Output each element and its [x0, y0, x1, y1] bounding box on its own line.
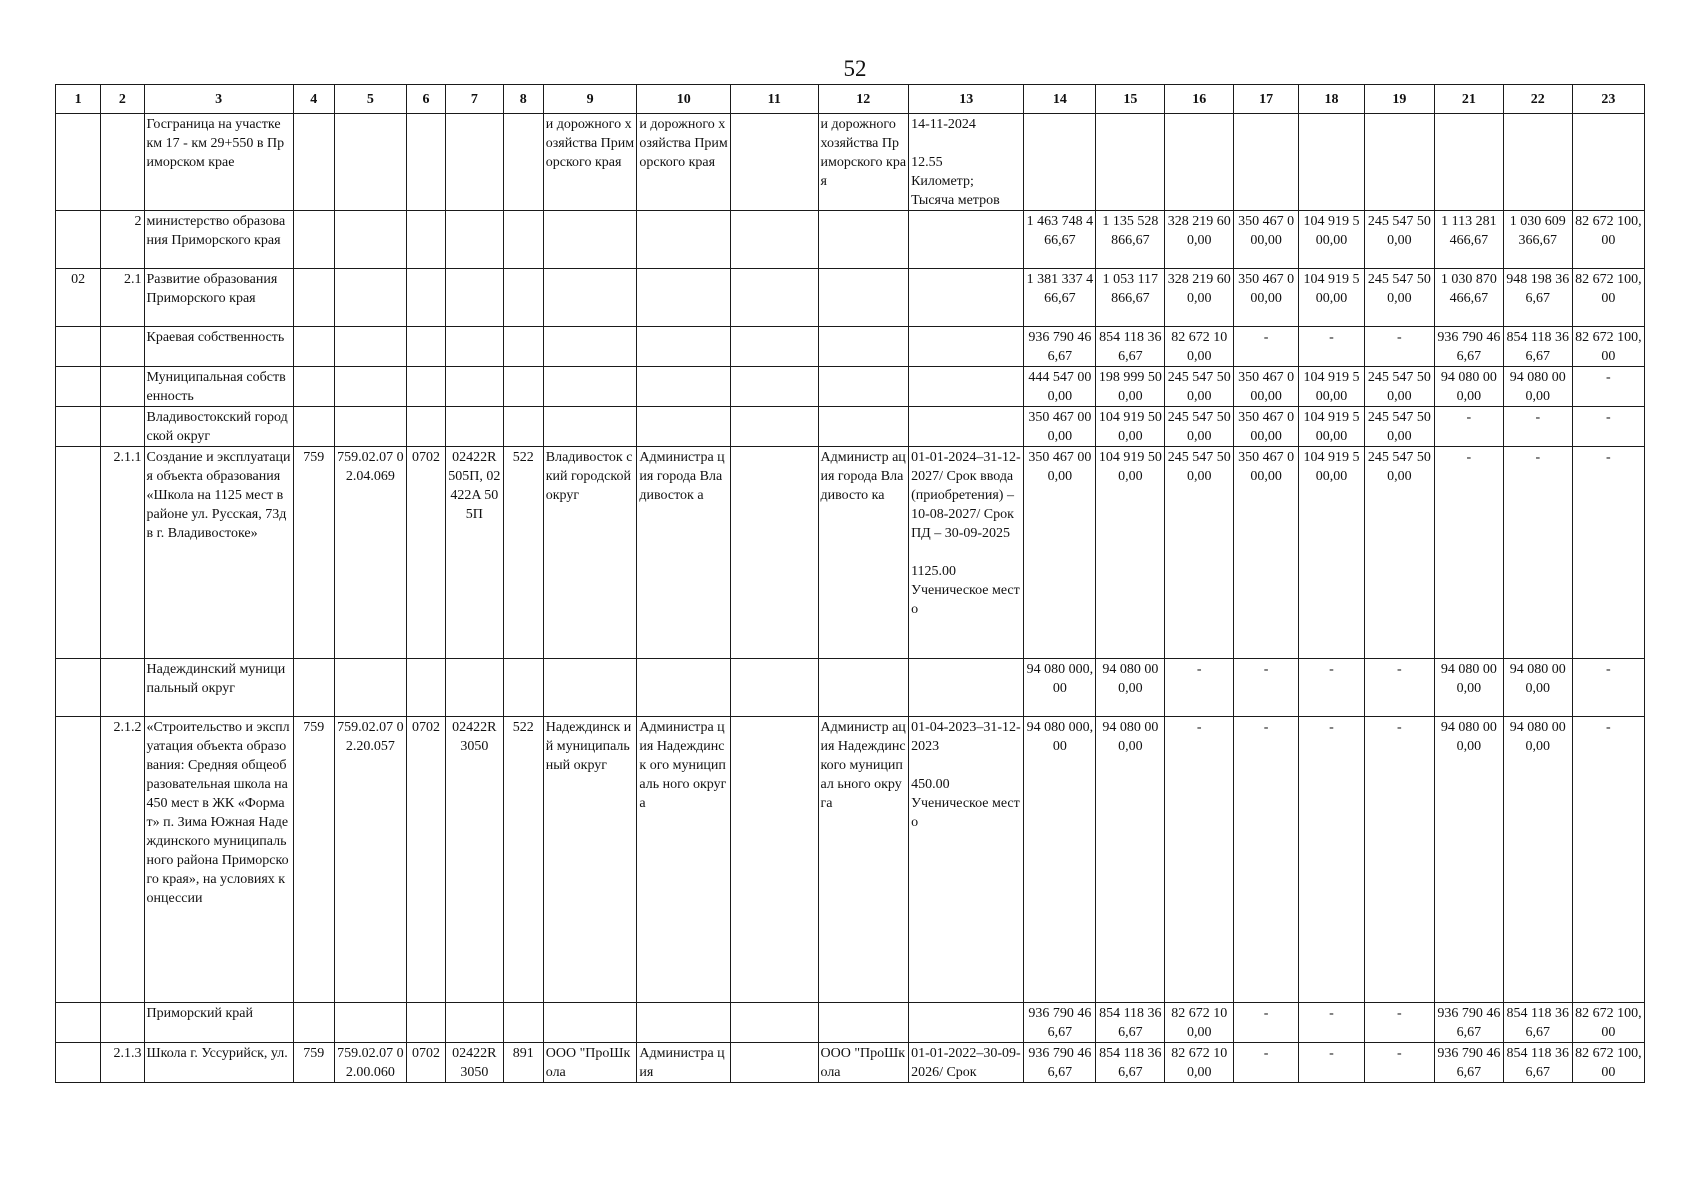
table-cell: [818, 407, 909, 447]
table-cell: 948 198 366,67: [1503, 269, 1572, 327]
table-cell: [731, 659, 818, 717]
table-cell: 522: [503, 447, 543, 659]
table-cell: 01-04-2023–31-12-2023 450.00 Ученическое место: [909, 717, 1024, 1003]
table-cell: -: [1434, 407, 1503, 447]
table-cell: [731, 1043, 818, 1083]
table-cell: [1434, 114, 1503, 211]
table-cell: [101, 407, 144, 447]
table-cell: -: [1165, 659, 1234, 717]
table-cell: [1572, 114, 1644, 211]
budget-table: [55, 84, 1645, 1083]
table-cell: [909, 367, 1024, 407]
table-cell: [56, 114, 101, 211]
table-cell: [503, 211, 543, 269]
table-cell: [56, 211, 101, 269]
table-cell: 936 790 466,67: [1024, 327, 1096, 367]
table-cell: -: [1234, 659, 1299, 717]
table-cell: 104 919 500,00: [1096, 407, 1165, 447]
table-cell: -: [1234, 327, 1299, 367]
table-cell: [293, 659, 334, 717]
table-cell: 350 467 000,00: [1234, 447, 1299, 659]
table-cell: Владивосток ский городской округ: [543, 447, 637, 659]
table-cell: 522: [503, 717, 543, 1003]
table-cell: -: [1299, 1003, 1365, 1043]
column-header: 17: [1234, 85, 1299, 114]
table-cell: [56, 717, 101, 1003]
table-cell: [293, 211, 334, 269]
column-header: 5: [334, 85, 406, 114]
table-cell: 759.02.07 02.00.060: [334, 1043, 406, 1083]
table-cell: -: [1364, 1003, 1434, 1043]
table-cell: 104 919 500,00: [1299, 447, 1365, 659]
table-cell: «Строительство и эксплуатация объекта образования: Средняя общеобразовательная школа на 450 мест в ЖК «Формат» п. Зима Южная Надеждинского муниципального района Приморского края», на условиях концессии: [144, 717, 293, 1003]
table-cell: 350 467 000,00: [1234, 211, 1299, 269]
table-cell: [818, 659, 909, 717]
table-cell: [909, 1003, 1024, 1043]
column-header: 14: [1024, 85, 1096, 114]
table-cell: [56, 327, 101, 367]
table-cell: [293, 327, 334, 367]
table-cell: -: [1572, 447, 1644, 659]
table-cell: [637, 367, 731, 407]
table-cell: 82 672 100,00: [1165, 327, 1234, 367]
table-cell: 104 919 500,00: [1299, 367, 1365, 407]
table-cell: ООО "ПроШкола: [818, 1043, 909, 1083]
table-cell: -: [1364, 327, 1434, 367]
table-cell: [543, 367, 637, 407]
table-cell: [731, 407, 818, 447]
table-cell: [101, 1003, 144, 1043]
table-cell: Краевая собственность: [144, 327, 293, 367]
table-cell: -: [1234, 1043, 1299, 1083]
table-cell: [1234, 114, 1299, 211]
column-header: 9: [543, 85, 637, 114]
table-cell: [446, 659, 504, 717]
table-cell: 444 547 000,00: [1024, 367, 1096, 407]
table-cell: Надеждинск ий муниципаль ный округ: [543, 717, 637, 1003]
table-cell: Приморский край: [144, 1003, 293, 1043]
table-cell: 82 672 100,00: [1572, 269, 1644, 327]
table-cell: 198 999 500,00: [1096, 367, 1165, 407]
table-cell: [503, 407, 543, 447]
column-header: 3: [144, 85, 293, 114]
table-cell: [1364, 114, 1434, 211]
table-cell: [334, 407, 406, 447]
table-cell: -: [1572, 717, 1644, 1003]
table-cell: 02422R 3050: [446, 1043, 504, 1083]
table-cell: 328 219 600,00: [1165, 211, 1234, 269]
table-cell: 350 467 000,00: [1234, 367, 1299, 407]
table-cell: 350 467 000,00: [1024, 447, 1096, 659]
table-cell: [446, 327, 504, 367]
table-cell: -: [1434, 447, 1503, 659]
table-cell: 104 919 500,00: [1096, 447, 1165, 659]
table-cell: [406, 269, 445, 327]
table-cell: 94 080 000,00: [1503, 659, 1572, 717]
table-cell: Школа г. Уссурийск, ул.: [144, 1043, 293, 1083]
table-cell: -: [1234, 1003, 1299, 1043]
table-cell: ООО "ПроШкола: [543, 1043, 637, 1083]
table-cell: 2.1.2: [101, 717, 144, 1003]
table-cell: [543, 327, 637, 367]
table-cell: 936 790 466,67: [1024, 1003, 1096, 1043]
table-cell: [503, 367, 543, 407]
table-cell: [334, 659, 406, 717]
table-cell: [731, 367, 818, 407]
table-row: [56, 1043, 1645, 1083]
table-cell: -: [1299, 1043, 1365, 1083]
table-cell: [56, 659, 101, 717]
table-cell: [543, 1003, 637, 1043]
table-cell: [503, 327, 543, 367]
table-cell: [503, 1003, 543, 1043]
table-cell: [406, 211, 445, 269]
table-cell: [543, 659, 637, 717]
table-cell: [909, 407, 1024, 447]
table-cell: [406, 659, 445, 717]
table-cell: [334, 114, 406, 211]
table-cell: [446, 367, 504, 407]
table-cell: [1096, 114, 1165, 211]
table-cell: 82 672 100,00: [1572, 1003, 1644, 1043]
table-row: [56, 407, 1645, 447]
table-cell: [406, 407, 445, 447]
table-cell: 104 919 500,00: [1299, 269, 1365, 327]
table-cell: и дорожного хозяйства Приморского края: [543, 114, 637, 211]
table-cell: 0702: [406, 1043, 445, 1083]
table-cell: 245 547 500,00: [1165, 367, 1234, 407]
column-header: 8: [503, 85, 543, 114]
table-cell: 854 118 366,67: [1503, 1003, 1572, 1043]
table-cell: -: [1364, 1043, 1434, 1083]
table-cell: 936 790 466,67: [1434, 327, 1503, 367]
table-cell: 245 547 500,00: [1165, 407, 1234, 447]
table-cell: -: [1572, 367, 1644, 407]
table-cell: -: [1165, 717, 1234, 1003]
table-cell: 350 467 000,00: [1234, 269, 1299, 327]
table-cell: 854 118 366,67: [1096, 327, 1165, 367]
table-cell: [503, 269, 543, 327]
table-cell: [731, 114, 818, 211]
column-header: 23: [1572, 85, 1644, 114]
column-header: 10: [637, 85, 731, 114]
table-cell: [543, 211, 637, 269]
table-cell: Развитие образования Приморского края: [144, 269, 293, 327]
table-cell: министерство образования Приморского края: [144, 211, 293, 269]
table-cell: [818, 367, 909, 407]
table-cell: Муниципальная собственность: [144, 367, 293, 407]
page-number: 52: [843, 56, 867, 81]
table-cell: 14-11-2024 12.55 Километр; Тысяча метров: [909, 114, 1024, 211]
table-cell: 759: [293, 1043, 334, 1083]
column-header: 18: [1299, 85, 1365, 114]
table-cell: 891: [503, 1043, 543, 1083]
table-cell: -: [1299, 659, 1365, 717]
table-cell: Администр ация города Владивосто ка: [818, 447, 909, 659]
table-cell: 82 672 100,00: [1165, 1043, 1234, 1083]
table-cell: [731, 717, 818, 1003]
table-cell: 94 080 000,00: [1024, 717, 1096, 1003]
table-cell: [406, 327, 445, 367]
table-cell: 94 080 000,00: [1024, 659, 1096, 717]
table-cell: 82 672 100,00: [1572, 327, 1644, 367]
table-cell: [334, 1003, 406, 1043]
column-header: 7: [446, 85, 504, 114]
table-row: [56, 659, 1645, 717]
table-cell: [818, 327, 909, 367]
table-cell: 02422R 3050: [446, 717, 504, 1003]
table-cell: 350 467 000,00: [1234, 407, 1299, 447]
table-cell: [446, 114, 504, 211]
table-cell: 82 672 100,00: [1572, 1043, 1644, 1083]
table-row: [56, 269, 1645, 327]
table-cell: [731, 1003, 818, 1043]
table-cell: [909, 327, 1024, 367]
table-cell: 01-01-2024–31-12-2027/ Срок ввода (приобретения) – 10-08-2027/ Срок ПД – 30-09-2025 1125.00 Ученическое место: [909, 447, 1024, 659]
table-cell: [293, 1003, 334, 1043]
table-cell: Госграница на участке км 17 - км 29+550 в Приморском крае: [144, 114, 293, 211]
table-cell: [101, 327, 144, 367]
table-cell: [334, 367, 406, 407]
table-cell: -: [1299, 327, 1365, 367]
table-cell: 854 118 366,67: [1096, 1043, 1165, 1083]
table-cell: 759.02.07 02.04.069: [334, 447, 406, 659]
table-cell: [446, 1003, 504, 1043]
table-cell: [56, 367, 101, 407]
table-cell: [446, 269, 504, 327]
table-cell: [543, 269, 637, 327]
table-cell: [818, 211, 909, 269]
table-cell: 01-01-2022–30-09-2026/ Срок: [909, 1043, 1024, 1083]
table-cell: 245 547 500,00: [1364, 269, 1434, 327]
table-cell: [1299, 114, 1365, 211]
column-header: 22: [1503, 85, 1572, 114]
table-cell: 02422R 505П, 02422A 505П: [446, 447, 504, 659]
table-cell: 82 672 100,00: [1572, 211, 1644, 269]
table-row: [56, 447, 1645, 659]
table-cell: [56, 407, 101, 447]
table-cell: Администр ация Надеждинс кого муниципал ьного округа: [818, 717, 909, 1003]
table-cell: [503, 114, 543, 211]
table-cell: 94 080 000,00: [1434, 659, 1503, 717]
table-cell: -: [1364, 659, 1434, 717]
table-cell: 0702: [406, 447, 445, 659]
table-cell: и дорожного хозяйства Приморского края: [818, 114, 909, 211]
table-cell: [406, 1003, 445, 1043]
table-row: [56, 211, 1645, 269]
table-cell: [334, 211, 406, 269]
table-cell: 759: [293, 717, 334, 1003]
table-cell: 936 790 466,67: [1434, 1043, 1503, 1083]
table-cell: [101, 659, 144, 717]
table-cell: -: [1503, 447, 1572, 659]
table-cell: [909, 211, 1024, 269]
table-cell: [293, 407, 334, 447]
table-cell: -: [1503, 407, 1572, 447]
column-header: 11: [731, 85, 818, 114]
column-header: 19: [1364, 85, 1434, 114]
table-cell: [293, 367, 334, 407]
table-cell: 854 118 366,67: [1503, 327, 1572, 367]
table-cell: 02: [56, 269, 101, 327]
table-cell: [637, 407, 731, 447]
table-cell: [731, 211, 818, 269]
table-row: [56, 1003, 1645, 1043]
table-cell: [446, 211, 504, 269]
table-row: [56, 327, 1645, 367]
table-cell: 328 219 600,00: [1165, 269, 1234, 327]
table-cell: 936 790 466,67: [1024, 1043, 1096, 1083]
table-cell: [56, 447, 101, 659]
table-cell: [101, 367, 144, 407]
table-cell: 94 080 000,00: [1503, 717, 1572, 1003]
table-cell: [1024, 114, 1096, 211]
table-cell: 0702: [406, 717, 445, 1003]
table-cell: [334, 269, 406, 327]
table-cell: -: [1572, 407, 1644, 447]
table-cell: 759.02.07 02.20.057: [334, 717, 406, 1003]
table-cell: [731, 447, 818, 659]
column-header: 21: [1434, 85, 1503, 114]
table-cell: 2.1.3: [101, 1043, 144, 1083]
column-header: 2: [101, 85, 144, 114]
table-cell: 2: [101, 211, 144, 269]
table-cell: 82 672 100,00: [1165, 1003, 1234, 1043]
table-cell: 1 381 337 466,67: [1024, 269, 1096, 327]
table-row: [56, 114, 1645, 211]
table-cell: 104 919 500,00: [1299, 211, 1365, 269]
table-cell: [406, 114, 445, 211]
table-cell: и дорожного хозяйства Приморского края: [637, 114, 731, 211]
column-header: 16: [1165, 85, 1234, 114]
table-cell: 1 113 281 466,67: [1434, 211, 1503, 269]
table-cell: [637, 327, 731, 367]
table-cell: Надеждинский муниципальный округ: [144, 659, 293, 717]
table-cell: [334, 327, 406, 367]
table-cell: 94 080 000,00: [1096, 717, 1165, 1003]
table-cell: [101, 114, 144, 211]
table-cell: -: [1572, 659, 1644, 717]
table-cell: -: [1234, 717, 1299, 1003]
table-cell: [637, 659, 731, 717]
table-cell: 94 080 000,00: [1434, 717, 1503, 1003]
table-cell: [731, 327, 818, 367]
table-cell: 2.1: [101, 269, 144, 327]
column-header: 12: [818, 85, 909, 114]
table-row: [56, 717, 1645, 1003]
column-header: 1: [56, 85, 101, 114]
table-cell: 854 118 366,67: [1096, 1003, 1165, 1043]
table-cell: 350 467 000,00: [1024, 407, 1096, 447]
table-cell: 854 118 366,67: [1503, 1043, 1572, 1083]
table-cell: 94 080 000,00: [1503, 367, 1572, 407]
column-header: 6: [406, 85, 445, 114]
header-row: [56, 85, 1645, 114]
table-cell: [543, 407, 637, 447]
table-cell: 1 135 528 866,67: [1096, 211, 1165, 269]
table-cell: [637, 269, 731, 327]
table-cell: 245 547 500,00: [1165, 447, 1234, 659]
table-cell: Владивостокский городской округ: [144, 407, 293, 447]
table-cell: [731, 269, 818, 327]
table-cell: [818, 269, 909, 327]
table-cell: 1 030 609 366,67: [1503, 211, 1572, 269]
column-header: 15: [1096, 85, 1165, 114]
table-cell: [1503, 114, 1572, 211]
table-cell: [56, 1043, 101, 1083]
table-cell: 94 080 000,00: [1434, 367, 1503, 407]
table-cell: 245 547 500,00: [1364, 447, 1434, 659]
table-cell: 1 030 870 466,67: [1434, 269, 1503, 327]
table-cell: [293, 114, 334, 211]
table-cell: [293, 269, 334, 327]
table-row: [56, 367, 1645, 407]
table-cell: [1165, 114, 1234, 211]
table-cell: 936 790 466,67: [1434, 1003, 1503, 1043]
table-cell: [56, 1003, 101, 1043]
column-header: 13: [909, 85, 1024, 114]
table-cell: Администра ция города Владивосток а: [637, 447, 731, 659]
table-cell: 1 463 748 466,67: [1024, 211, 1096, 269]
table-cell: [503, 659, 543, 717]
table-cell: Администра ция Надеждинск ого муниципаль ного округа: [637, 717, 731, 1003]
table-cell: [909, 269, 1024, 327]
table-cell: 759: [293, 447, 334, 659]
column-header: 4: [293, 85, 334, 114]
table-cell: 245 547 500,00: [1364, 211, 1434, 269]
table-cell: 245 547 500,00: [1364, 367, 1434, 407]
table-cell: [406, 367, 445, 407]
table-cell: 2.1.1: [101, 447, 144, 659]
table-cell: 1 053 117 866,67: [1096, 269, 1165, 327]
table-cell: 94 080 000,00: [1096, 659, 1165, 717]
table-cell: [637, 211, 731, 269]
table-cell: -: [1299, 717, 1365, 1003]
table-cell: [818, 1003, 909, 1043]
table-cell: [637, 1003, 731, 1043]
table-cell: Создание и эксплуатация объекта образования «Школа на 1125 мест в районе ул. Русская, 73д в г. Владивостоке»: [144, 447, 293, 659]
table-cell: [909, 659, 1024, 717]
table-cell: [446, 407, 504, 447]
table-cell: -: [1364, 717, 1434, 1003]
table-cell: Администра ция: [637, 1043, 731, 1083]
table-cell: 245 547 500,00: [1364, 407, 1434, 447]
table-cell: 104 919 500,00: [1299, 407, 1365, 447]
